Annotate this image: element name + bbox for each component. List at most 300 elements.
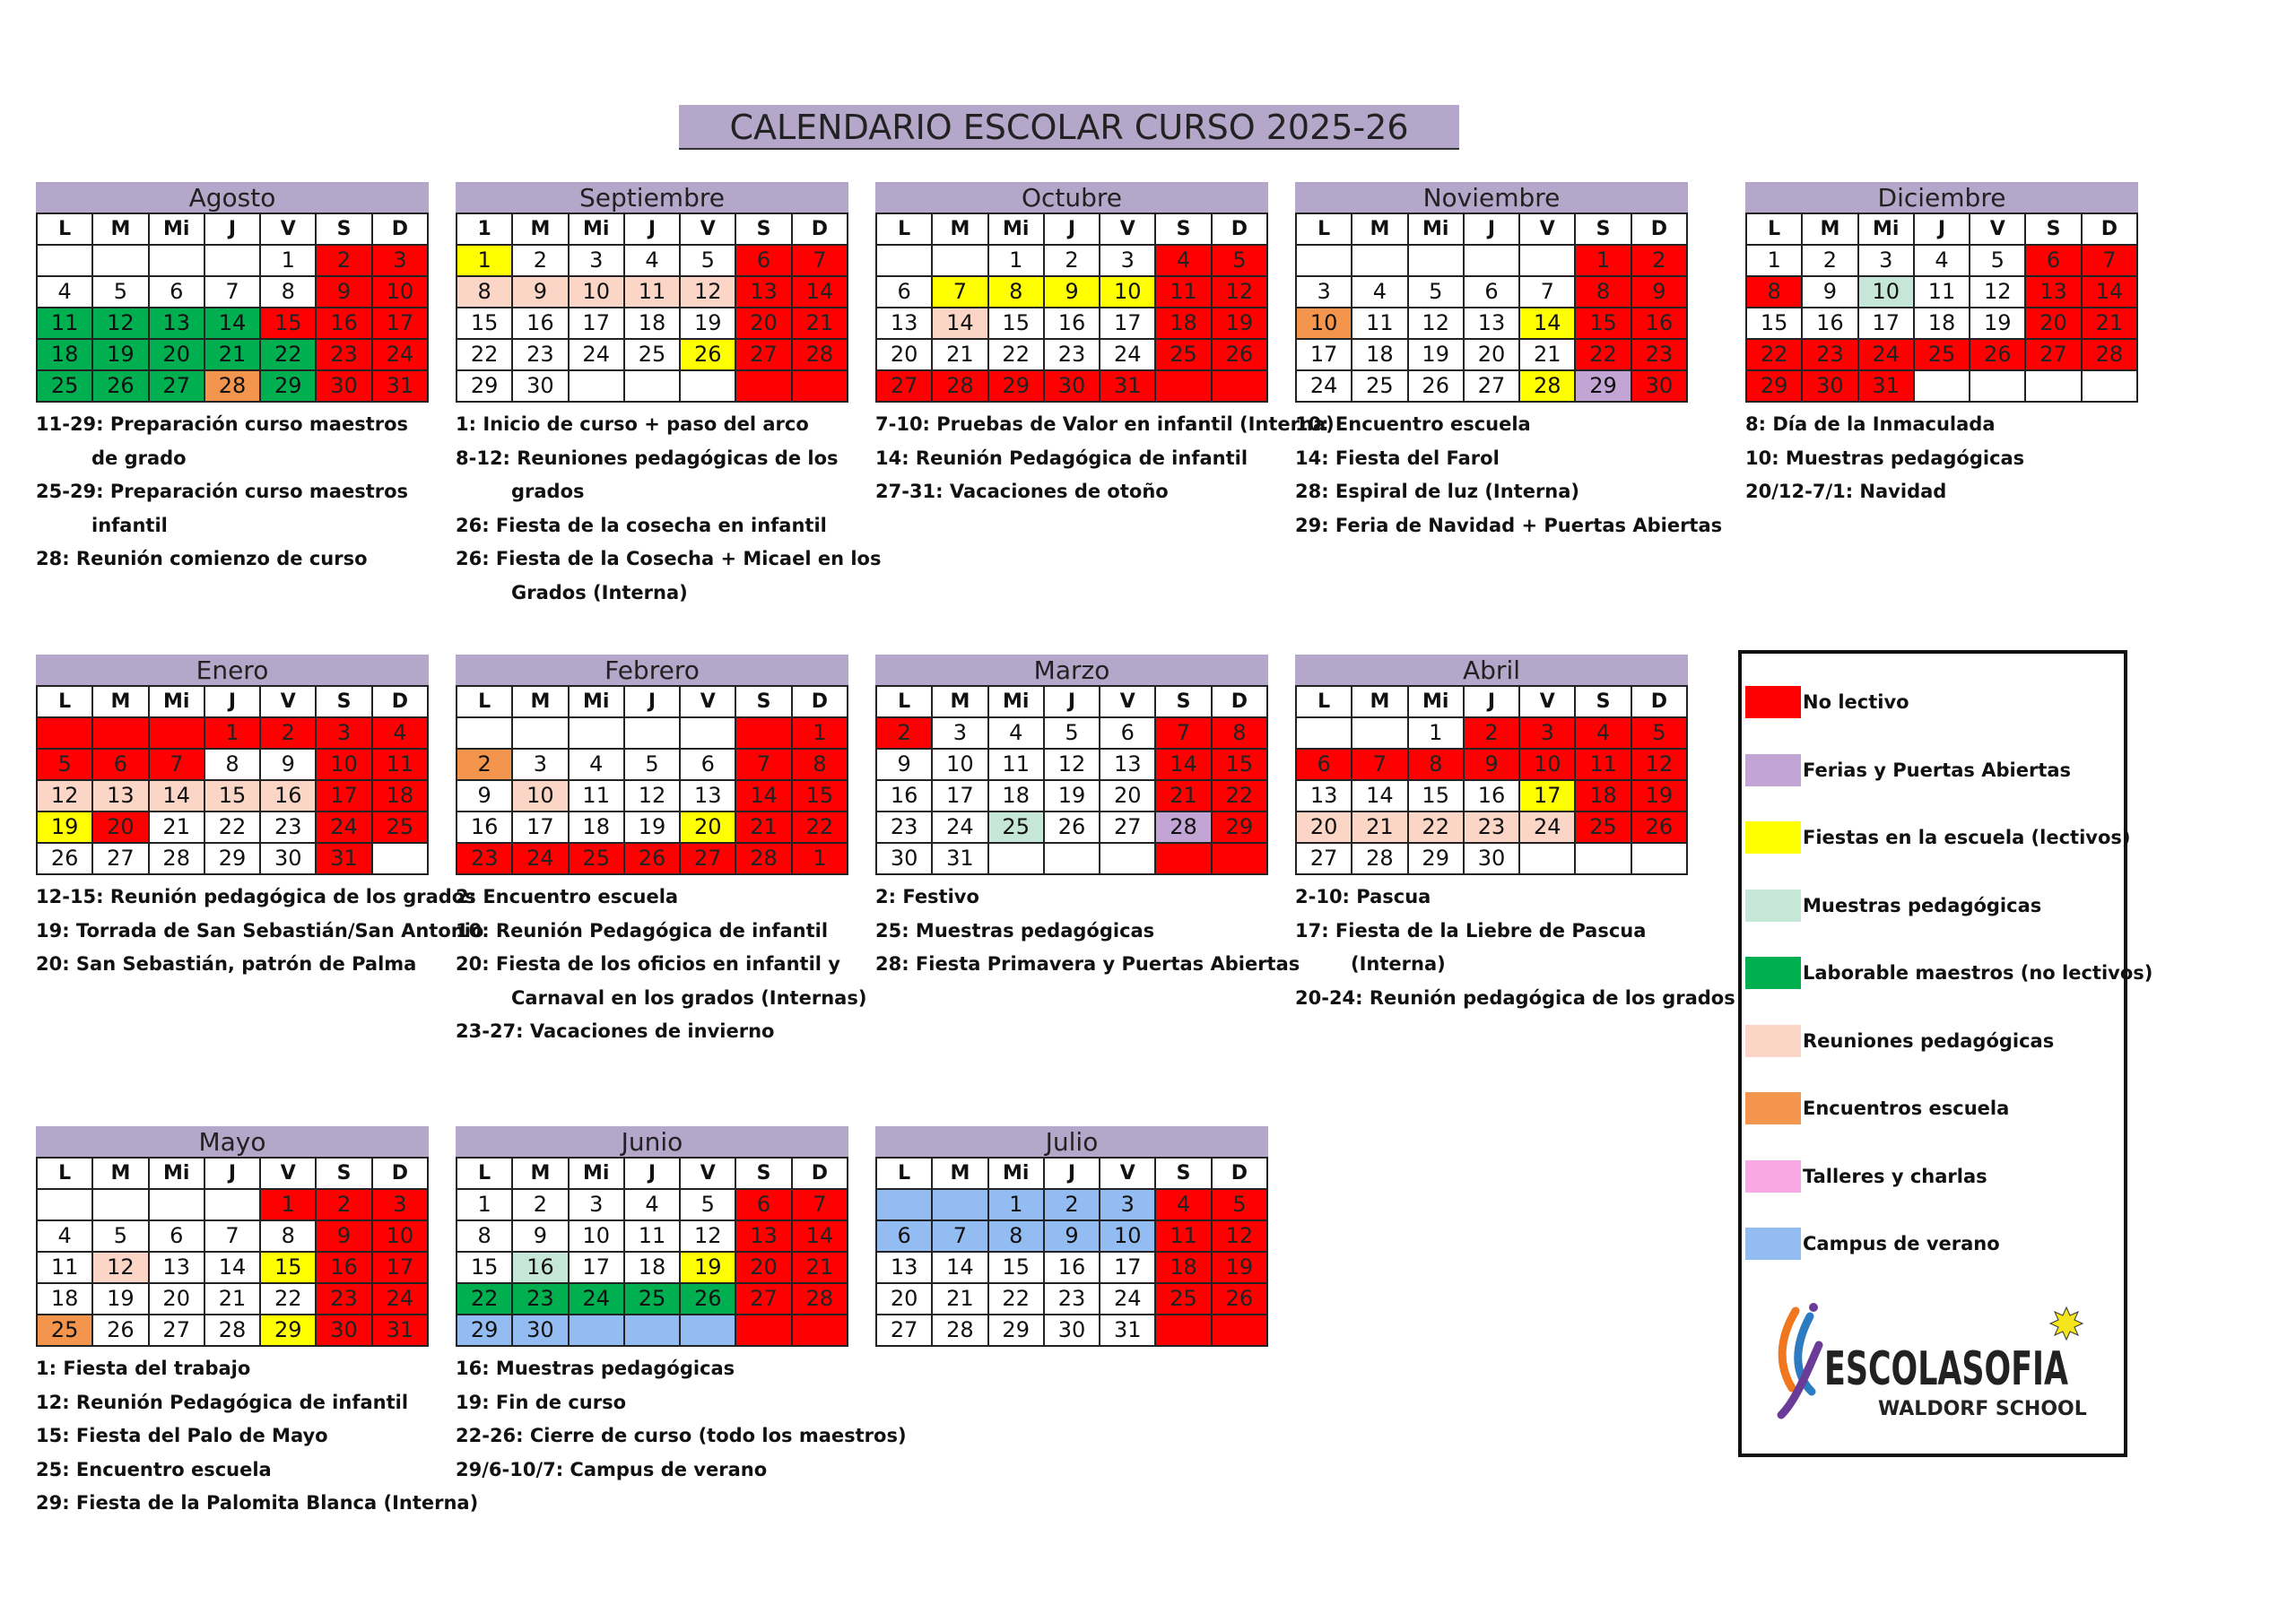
- note-line: 19: Torrada de San Sebastián/San Antonio: [36, 919, 484, 942]
- day-cell: 18: [1155, 1252, 1211, 1283]
- day-cell: 9: [1044, 276, 1100, 308]
- week-row: [457, 1189, 848, 1220]
- weekday-header: S: [1155, 213, 1211, 245]
- day-cell: 17: [569, 1252, 624, 1283]
- day-cell: 19: [92, 339, 148, 370]
- day-cell: 22: [792, 812, 848, 843]
- weekday-header: M: [92, 213, 148, 245]
- day-cell: 2: [876, 717, 932, 749]
- note-line: 2-10: Pascua: [1295, 886, 1431, 907]
- day-cell: 1: [1408, 717, 1464, 749]
- day-cell: 9: [1044, 1220, 1100, 1252]
- day-cell: 29: [457, 370, 512, 402]
- day-cell: 18: [37, 339, 92, 370]
- note-line: de grado: [91, 447, 187, 469]
- day-cell: 1: [988, 1189, 1044, 1220]
- day-cell: 30: [1802, 370, 1857, 402]
- day-cell: 26: [92, 370, 148, 402]
- day-cell: 31: [372, 370, 428, 402]
- week-row: [457, 812, 848, 843]
- day-cell: 5: [1212, 245, 1267, 276]
- day-cell: 16: [316, 308, 371, 339]
- day-cell: 25: [1575, 812, 1631, 843]
- day-cell: 30: [1044, 1315, 1100, 1346]
- day-cell: 8: [792, 749, 848, 780]
- note-line: 20-24: Reunión pedagógica de los grados: [1295, 986, 1735, 1009]
- day-cell: [1155, 1315, 1211, 1346]
- day-cell: 7: [2082, 245, 2137, 276]
- month-table: [875, 685, 1268, 875]
- day-cell: 2: [512, 1189, 568, 1220]
- note-line: 25: Muestras pedagógicas: [875, 919, 1155, 942]
- day-cell: 2: [1802, 245, 1857, 276]
- day-cell: [1914, 370, 1970, 402]
- day-cell: 19: [92, 1283, 148, 1315]
- day-cell: 11: [1914, 276, 1970, 308]
- day-cell: 13: [680, 780, 735, 812]
- day-cell: 25: [37, 370, 92, 402]
- month-name: Diciembre: [1745, 182, 2138, 213]
- day-cell: 24: [372, 1283, 428, 1315]
- day-cell: 26: [1212, 1283, 1267, 1315]
- day-cell: 2: [316, 245, 371, 276]
- legend-swatch: [1745, 1228, 1801, 1260]
- day-cell: 3: [372, 245, 428, 276]
- day-cell: [792, 370, 848, 402]
- day-cell: 13: [2025, 276, 2081, 308]
- note-line: 8: Día de la Inmaculada: [1745, 413, 1996, 435]
- weekday-header: J: [204, 213, 260, 245]
- month-notes: [36, 881, 484, 982]
- day-cell: 30: [316, 370, 371, 402]
- weekday-header: L: [1296, 213, 1352, 245]
- day-cell: 16: [316, 1252, 371, 1283]
- day-cell: [569, 717, 624, 749]
- day-cell: 6: [1464, 276, 1519, 308]
- day-cell: 23: [1631, 339, 1687, 370]
- day-cell: 29: [988, 370, 1044, 402]
- day-cell: 30: [876, 843, 932, 874]
- day-cell: 23: [457, 843, 512, 874]
- week-row: [37, 843, 428, 874]
- weekday-header: S: [1575, 686, 1631, 717]
- note-line: 28: Espiral de luz (Interna): [1295, 481, 1580, 502]
- day-cell: 17: [1296, 339, 1352, 370]
- day-cell: [1519, 245, 1575, 276]
- day-cell: 4: [37, 276, 92, 308]
- day-cell: 20: [1464, 339, 1519, 370]
- weekday-header: J: [624, 213, 680, 245]
- day-cell: 2: [1631, 245, 1687, 276]
- day-cell: 16: [260, 780, 316, 812]
- weekday-header: L: [457, 1158, 512, 1189]
- day-cell: 6: [735, 245, 791, 276]
- weekday-header: Mi: [988, 213, 1044, 245]
- day-cell: 2: [316, 1189, 371, 1220]
- weekday-header: M: [932, 686, 987, 717]
- weekday-header: S: [735, 213, 791, 245]
- week-row: [1746, 308, 2137, 339]
- weekday-header: J: [624, 686, 680, 717]
- weekday-header: Mi: [149, 213, 204, 245]
- legend-label: Encuentros escuela: [1803, 1098, 2010, 1119]
- month-table: [36, 213, 429, 403]
- day-cell: 30: [1631, 370, 1687, 402]
- day-cell: [569, 1315, 624, 1346]
- legend-item: [1742, 957, 2153, 991]
- day-cell: [876, 245, 932, 276]
- day-cell: [876, 1189, 932, 1220]
- day-cell: 15: [260, 308, 316, 339]
- page-title: CALENDARIO ESCOLAR CURSO 2025-26: [679, 105, 1459, 150]
- day-cell: 19: [1212, 1252, 1267, 1283]
- day-cell: [735, 1315, 791, 1346]
- weekday-header: Mi: [569, 686, 624, 717]
- logo-figure-icon: [1770, 1302, 2111, 1428]
- day-cell: 6: [149, 276, 204, 308]
- day-cell: 22: [457, 339, 512, 370]
- day-cell: 25: [1155, 1283, 1211, 1315]
- day-cell: 3: [1296, 276, 1352, 308]
- day-cell: 18: [1155, 308, 1211, 339]
- day-cell: [1212, 1315, 1267, 1346]
- weekday-header: D: [372, 686, 428, 717]
- month-octubre: [875, 182, 1335, 509]
- month-name: Abril: [1295, 655, 1688, 685]
- day-cell: 5: [1408, 276, 1464, 308]
- day-cell: 11: [569, 780, 624, 812]
- legend-label: No lectivo: [1803, 691, 1909, 713]
- day-cell: 18: [624, 308, 680, 339]
- week-row: [876, 1283, 1267, 1315]
- day-cell: 29: [457, 1315, 512, 1346]
- day-cell: 10: [316, 749, 371, 780]
- day-cell: 15: [1575, 308, 1631, 339]
- week-row: [876, 1315, 1267, 1346]
- note-line: (Interna): [1351, 953, 1446, 975]
- weekday-header: D: [372, 213, 428, 245]
- weekday-header: M: [932, 213, 987, 245]
- month-name: Enero: [36, 655, 429, 685]
- week-row: [876, 308, 1267, 339]
- day-cell: 3: [569, 1189, 624, 1220]
- logo-name: ESCOLASOFIA: [1824, 1342, 2068, 1396]
- weekday-header: D: [792, 213, 848, 245]
- day-cell: [512, 717, 568, 749]
- note-line: 14: Reunión Pedagógica de infantil: [875, 447, 1248, 469]
- note-line: 2: Encuentro escuela: [456, 886, 679, 907]
- day-cell: 9: [316, 1220, 371, 1252]
- day-cell: 5: [1212, 1189, 1267, 1220]
- day-cell: 6: [92, 749, 148, 780]
- day-cell: 12: [92, 308, 148, 339]
- day-cell: 18: [372, 780, 428, 812]
- day-cell: 7: [204, 276, 260, 308]
- day-cell: 6: [1100, 717, 1155, 749]
- weekday-header: J: [1464, 686, 1519, 717]
- day-cell: 20: [735, 308, 791, 339]
- weekday-header: M: [512, 1158, 568, 1189]
- week-row: [457, 1252, 848, 1283]
- week-row: [876, 812, 1267, 843]
- day-cell: 31: [1100, 370, 1155, 402]
- day-cell: 13: [735, 1220, 791, 1252]
- day-cell: [1970, 370, 2025, 402]
- weekday-header: M: [1802, 213, 1857, 245]
- legend-item: [1742, 1025, 2118, 1059]
- day-cell: 29: [1408, 843, 1464, 874]
- day-cell: 20: [735, 1252, 791, 1283]
- week-row: [457, 1283, 848, 1315]
- day-cell: 27: [735, 339, 791, 370]
- note-line: 10: Muestras pedagógicas: [1745, 447, 2025, 469]
- day-cell: 7: [932, 1220, 987, 1252]
- day-cell: [37, 245, 92, 276]
- day-cell: 14: [1519, 308, 1575, 339]
- day-cell: 27: [735, 1283, 791, 1315]
- note-line: 11-29: Preparación curso maestros: [36, 413, 409, 435]
- day-cell: 26: [1970, 339, 2025, 370]
- weekday-header: V: [1100, 1158, 1155, 1189]
- day-cell: 16: [1464, 780, 1519, 812]
- day-cell: 8: [260, 1220, 316, 1252]
- day-cell: 22: [988, 339, 1044, 370]
- day-cell: 22: [1212, 780, 1267, 812]
- day-cell: 14: [149, 780, 204, 812]
- week-row: [1296, 717, 1687, 749]
- weekday-header: J: [624, 1158, 680, 1189]
- day-cell: 20: [2025, 308, 2081, 339]
- day-cell: 17: [1858, 308, 1914, 339]
- day-cell: 4: [624, 1189, 680, 1220]
- day-cell: 4: [1155, 245, 1211, 276]
- week-row: [457, 717, 848, 749]
- day-cell: [1155, 370, 1211, 402]
- day-cell: 29: [260, 1315, 316, 1346]
- day-cell: 25: [372, 812, 428, 843]
- day-cell: [792, 1315, 848, 1346]
- month-notes: [456, 881, 867, 1049]
- week-row: [1296, 812, 1687, 843]
- day-cell: 14: [2082, 276, 2137, 308]
- day-cell: 4: [988, 717, 1044, 749]
- day-cell: 6: [149, 1220, 204, 1252]
- month-table: [875, 1157, 1268, 1347]
- day-cell: 23: [876, 812, 932, 843]
- day-cell: 1: [204, 717, 260, 749]
- day-cell: 1: [260, 1189, 316, 1220]
- month-febrero: [456, 655, 867, 1049]
- note-line: 20: Fiesta de los oficios en infantil y: [456, 953, 840, 975]
- day-cell: 22: [1575, 339, 1631, 370]
- day-cell: 3: [1858, 245, 1914, 276]
- day-cell: 10: [372, 1220, 428, 1252]
- day-cell: 1: [1575, 245, 1631, 276]
- day-cell: 21: [792, 1252, 848, 1283]
- day-cell: 14: [1352, 780, 1407, 812]
- week-row: [1746, 245, 2137, 276]
- weekday-header: Mi: [988, 1158, 1044, 1189]
- day-cell: 27: [2025, 339, 2081, 370]
- logo-subtitle: WALDORF SCHOOL: [1878, 1398, 2087, 1420]
- day-cell: 9: [876, 749, 932, 780]
- day-cell: 28: [792, 339, 848, 370]
- weekday-header: J: [1044, 213, 1100, 245]
- weekday-header: Mi: [569, 1158, 624, 1189]
- day-cell: 9: [512, 1220, 568, 1252]
- day-cell: 20: [149, 1283, 204, 1315]
- day-cell: [988, 843, 1044, 874]
- day-cell: 5: [680, 1189, 735, 1220]
- day-cell: 15: [1408, 780, 1464, 812]
- day-cell: 10: [1858, 276, 1914, 308]
- day-cell: 4: [1155, 1189, 1211, 1220]
- day-cell: 25: [569, 843, 624, 874]
- day-cell: 31: [372, 1315, 428, 1346]
- day-cell: 1: [457, 1189, 512, 1220]
- day-cell: 12: [1631, 749, 1687, 780]
- day-cell: 21: [149, 812, 204, 843]
- week-row: [1296, 370, 1687, 402]
- day-cell: 8: [457, 276, 512, 308]
- day-cell: 6: [680, 749, 735, 780]
- weekday-header: S: [1155, 686, 1211, 717]
- day-cell: [1100, 843, 1155, 874]
- day-cell: 18: [1575, 780, 1631, 812]
- week-row: [1296, 245, 1687, 276]
- week-row: [457, 245, 848, 276]
- day-cell: 3: [1100, 245, 1155, 276]
- day-cell: 22: [1746, 339, 1802, 370]
- month-notes: [1745, 408, 2138, 509]
- note-line: 19: Fin de curso: [456, 1391, 627, 1413]
- legend-label: Fiestas en la escuela (lectivos): [1803, 827, 2131, 848]
- weekday-header: D: [792, 1158, 848, 1189]
- day-cell: 23: [1044, 339, 1100, 370]
- weekday-header: J: [1044, 686, 1100, 717]
- day-cell: 11: [37, 308, 92, 339]
- day-cell: 3: [316, 717, 371, 749]
- month-name: Noviembre: [1295, 182, 1688, 213]
- day-cell: 20: [1296, 812, 1352, 843]
- day-cell: [1296, 245, 1352, 276]
- day-cell: 17: [372, 308, 428, 339]
- day-cell: 26: [1212, 339, 1267, 370]
- weekday-header: D: [372, 1158, 428, 1189]
- day-cell: 11: [1575, 749, 1631, 780]
- month-table: [36, 1157, 429, 1347]
- day-cell: 27: [149, 370, 204, 402]
- day-cell: 21: [204, 1283, 260, 1315]
- day-cell: 5: [680, 245, 735, 276]
- weekday-header: V: [260, 213, 316, 245]
- weekday-header: L: [37, 1158, 92, 1189]
- day-cell: 17: [1100, 308, 1155, 339]
- month-notes: [875, 881, 1300, 982]
- day-cell: 13: [1296, 780, 1352, 812]
- month-table: [1295, 685, 1688, 875]
- week-row: [37, 717, 428, 749]
- legend-item: [1742, 1228, 2118, 1262]
- month-table: [875, 213, 1268, 403]
- day-cell: 19: [37, 812, 92, 843]
- day-cell: 25: [624, 1283, 680, 1315]
- day-cell: [1408, 245, 1464, 276]
- note-line: 2: Festivo: [875, 886, 979, 907]
- day-cell: 29: [1212, 812, 1267, 843]
- day-cell: 22: [260, 339, 316, 370]
- day-cell: 7: [735, 749, 791, 780]
- week-row: [876, 1189, 1267, 1220]
- note-line: 22-26: Cierre de curso (todo los maestros): [456, 1425, 907, 1446]
- weekday-header: M: [512, 213, 568, 245]
- day-cell: 3: [1100, 1189, 1155, 1220]
- day-cell: 2: [1464, 717, 1519, 749]
- week-row: [37, 1283, 428, 1315]
- legend-item: [1742, 1160, 2118, 1194]
- note-line: 15: Fiesta del Palo de Mayo: [36, 1425, 328, 1446]
- week-row: [37, 1252, 428, 1283]
- day-cell: 22: [204, 812, 260, 843]
- day-cell: [1519, 843, 1575, 874]
- day-cell: 2: [1044, 1189, 1100, 1220]
- day-cell: 19: [1212, 308, 1267, 339]
- day-cell: 3: [932, 717, 987, 749]
- day-cell: [1212, 843, 1267, 874]
- day-cell: [149, 245, 204, 276]
- day-cell: 31: [1858, 370, 1914, 402]
- day-cell: 20: [876, 1283, 932, 1315]
- day-cell: 8: [204, 749, 260, 780]
- day-cell: 21: [1519, 339, 1575, 370]
- day-cell: 20: [876, 339, 932, 370]
- day-cell: 19: [1631, 780, 1687, 812]
- day-cell: 18: [624, 1252, 680, 1283]
- day-cell: [1631, 843, 1687, 874]
- day-cell: 20: [1100, 780, 1155, 812]
- day-cell: [680, 370, 735, 402]
- week-row: [457, 1220, 848, 1252]
- weekday-header: V: [680, 213, 735, 245]
- day-cell: 9: [457, 780, 512, 812]
- week-row: [876, 276, 1267, 308]
- week-row: [37, 1189, 428, 1220]
- day-cell: 12: [1212, 276, 1267, 308]
- day-cell: [37, 717, 92, 749]
- day-cell: 18: [988, 780, 1044, 812]
- day-cell: [680, 1315, 735, 1346]
- day-cell: 9: [512, 276, 568, 308]
- weekday-header: D: [1212, 1158, 1267, 1189]
- day-cell: 30: [1044, 370, 1100, 402]
- day-cell: 17: [932, 780, 987, 812]
- weekday-header: M: [932, 1158, 987, 1189]
- weekday-header: L: [1296, 686, 1352, 717]
- day-cell: 5: [624, 749, 680, 780]
- day-cell: [624, 1315, 680, 1346]
- day-cell: 20: [92, 812, 148, 843]
- week-row: [37, 308, 428, 339]
- day-cell: 31: [1100, 1315, 1155, 1346]
- day-cell: 12: [680, 1220, 735, 1252]
- day-cell: 11: [1352, 308, 1407, 339]
- day-cell: 10: [1296, 308, 1352, 339]
- day-cell: 24: [372, 339, 428, 370]
- note-line: 27-31: Vacaciones de otoño: [875, 481, 1169, 502]
- day-cell: [1352, 245, 1407, 276]
- day-cell: 23: [512, 1283, 568, 1315]
- month-septiembre: [456, 182, 882, 610]
